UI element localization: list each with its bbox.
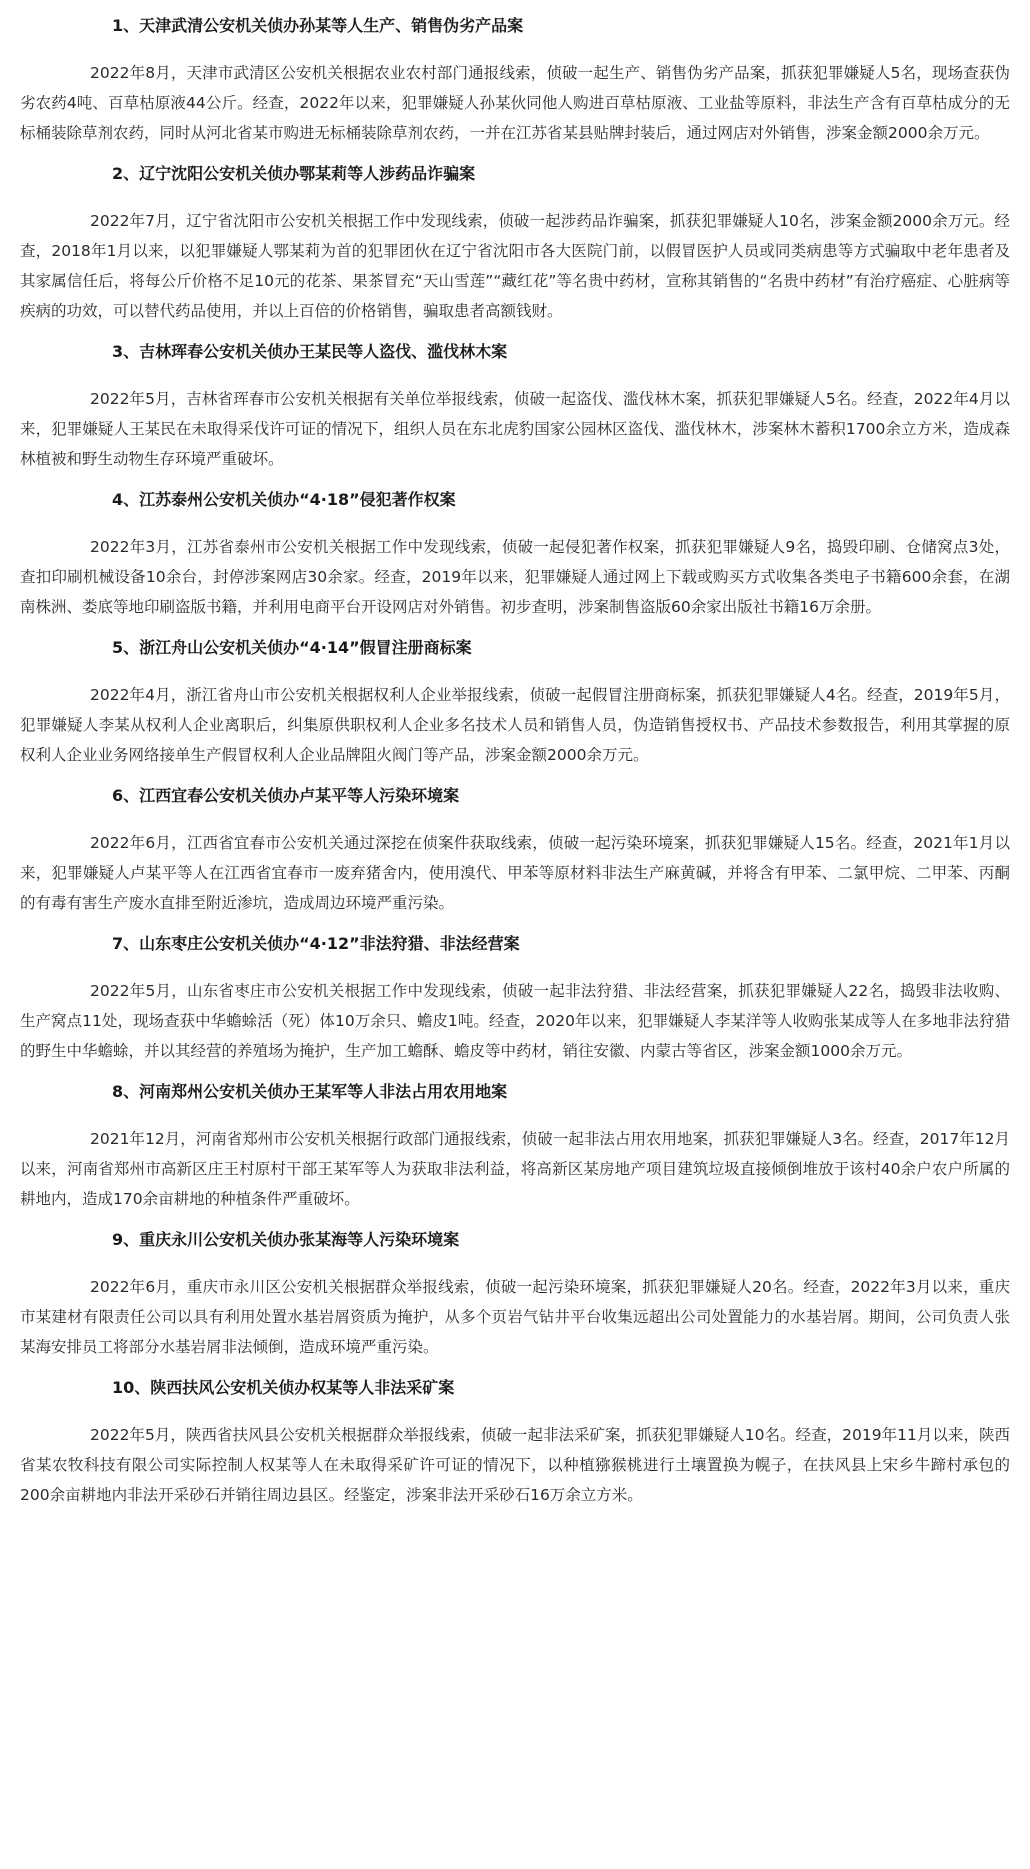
case-body: 2022年8月，天津市武清区公安机关根据农业农村部门通报线索，侦破一起生产、销售伪劣产品案，抓获犯罪嫌疑人5名，现场查获伪劣农药4吨、百草枯原液44公斤。经查，2022年以来，犯罪嫌疑人孙某伙同他人购进百草枯原液、工业盐等原料，非法生产含有百草枯成分的无标桶装除草剂农药，同时从河北省某市购进无标桶装除草剂农药，一并在江苏省某县贴牌封装后，通过网店对外销售，涉案金额2000余万元。 (20, 64, 1010, 142)
case-body: 2022年5月，山东省枣庄市公安机关根据工作中发现线索，侦破一起非法狩猎、非法经营案，抓获犯罪嫌疑人22名，捣毁非法收购、生产窝点11处，现场查获中华蟾蜍活（死）体10万余只、蟾皮1吨。经查，2020年以来，犯罪嫌疑人李某洋等人收购张某成等人在多地非法狩猎的野生中华蟾蜍，并以其经营的养殖场为掩护，生产加工蟾酥、蟾皮等中药材，销往安徽、内蒙古等省区，涉案金额1000余万元。 (20, 982, 1010, 1060)
case-title: 5、浙江舟山公安机关侦办“4·14”假冒注册商标案 (112, 638, 472, 657)
case-1 (20, 14, 1010, 148)
case-title: 3、吉林珲春公安机关侦办王某民等人盗伐、滥伐林木案 (112, 342, 508, 361)
case-8 (20, 1080, 1010, 1214)
case-5 (20, 636, 1010, 770)
case-10 (20, 1376, 1010, 1510)
case-body: 2022年6月，江西省宜春市公安机关通过深挖在侦案件获取线索，侦破一起污染环境案，抓获犯罪嫌疑人15名。经查，2021年1月以来，犯罪嫌疑人卢某平等人在江西省宜春市一废弃猪舍内，使用溴代、甲苯等原材料非法生产麻黄碱，并将含有甲苯、二氯甲烷、二甲苯、丙酮的有毒有害生产废水直排至附近渗坑，造成周边环境严重污染。 (20, 834, 1010, 912)
case-body: 2022年6月，重庆市永川区公安机关根据群众举报线索，侦破一起污染环境案，抓获犯罪嫌疑人20名。经查，2022年3月以来，重庆市某建材有限责任公司以具有利用处置水基岩屑资质为掩护，从多个页岩气钻井平台收集远超出公司处置能力的水基岩屑。期间，公司负责人张某海安排员工将部分水基岩屑非法倾倒，造成环境严重污染。 (20, 1278, 1010, 1356)
case-9 (20, 1228, 1010, 1362)
case-title: 10、陕西扶风公安机关侦办权某等人非法采矿案 (112, 1378, 455, 1397)
case-body: 2022年5月，陕西省扶风县公安机关根据群众举报线索，侦破一起非法采矿案，抓获犯罪嫌疑人10名。经查，2019年11月以来，陕西省某农牧科技有限公司实际控制人权某等人在未取得采矿许可证的情况下，以种植猕猴桃进行土壤置换为幌子，在扶风县上宋乡牛蹄村承包的200余亩耕地内非法开采砂石并销往周边县区。经鉴定，涉案非法开采砂石16万余立方米。 (20, 1426, 1010, 1504)
case-body: 2022年3月，江苏省泰州市公安机关根据工作中发现线索，侦破一起侵犯著作权案，抓获犯罪嫌疑人9名，捣毁印刷、仓储窝点3处，查扣印刷机械设备10余台，封停涉案网店30余家。经查，2019年以来，犯罪嫌疑人通过网上下载或购买方式收集各类电子书籍600余套，在湖南株洲、娄底等地印刷盗版书籍，并利用电商平台开设网店对外销售。初步查明，涉案制售盗版60余家出版社书籍16万余册。 (20, 538, 1010, 616)
case-title: 1、天津武清公安机关侦办孙某等人生产、销售伪劣产品案 (112, 16, 524, 35)
case-body: 2022年4月，浙江省舟山市公安机关根据权利人企业举报线索，侦破一起假冒注册商标案，抓获犯罪嫌疑人4名。经查，2019年5月，犯罪嫌疑人李某从权利人企业离职后，纠集原供职权利人企业多名技术人员和销售人员，伪造销售授权书、产品技术参数报告，利用其掌握的原权利人企业业务网络接单生产假冒权利人企业品牌阻火阀门等产品，涉案金额2000余万元。 (20, 686, 1010, 764)
case-title: 2、辽宁沈阳公安机关侦办鄂某莉等人涉药品诈骗案 (112, 164, 476, 183)
case-7 (20, 932, 1010, 1066)
case-body: 2022年7月，辽宁省沈阳市公安机关根据工作中发现线索，侦破一起涉药品诈骗案，抓获犯罪嫌疑人10名，涉案金额2000余万元。经查，2018年1月以来，以犯罪嫌疑人鄂某莉为首的犯罪团伙在辽宁省沈阳市各大医院门前，以假冒医护人员或同类病患等方式骗取中老年患者及其家属信任后，将每公斤价格不足10元的花茶、果茶冒充“天山雪莲”“藏红花”等名贵中药材，宣称其销售的“名贵中药材”有治疗癌症、心脏病等疾病的功效，可以替代药品使用，并以上百倍的价格销售，骗取患者高额钱财。 (20, 212, 1010, 320)
case-title: 8、河南郑州公安机关侦办王某军等人非法占用农用地案 (112, 1082, 508, 1101)
case-6 (20, 784, 1010, 918)
case-body: 2022年5月，吉林省珲春市公安机关根据有关单位举报线索，侦破一起盗伐、滥伐林木案，抓获犯罪嫌疑人5名。经查，2022年4月以来，犯罪嫌疑人王某民在未取得采伐许可证的情况下，组织人员在东北虎豹国家公园林区盗伐、滥伐林木，涉案林木蓄积1700余立方米，造成森林植被和野生动物生存环境严重破坏。 (20, 390, 1010, 468)
case-4 (20, 488, 1010, 622)
case-title: 6、江西宜春公安机关侦办卢某平等人污染环境案 (112, 786, 460, 805)
case-title: 9、重庆永川公安机关侦办张某海等人污染环境案 (112, 1230, 460, 1249)
case-body: 2021年12月，河南省郑州市公安机关根据行政部门通报线索，侦破一起非法占用农用地案，抓获犯罪嫌疑人3名。经查，2017年12月以来，河南省郑州市高新区庄王村原村干部王某军等人为获取非法利益，将高新区某房地产项目建筑垃圾直接倾倒堆放于该村40余户农户所属的耕地内，造成170余亩耕地的种植条件严重破坏。 (20, 1130, 1010, 1208)
case-2 (20, 162, 1010, 326)
case-3 (20, 340, 1010, 474)
case-title: 4、江苏泰州公安机关侦办“4·18”侵犯著作权案 (112, 490, 456, 509)
case-title: 7、山东枣庄公安机关侦办“4·12”非法狩猎、非法经营案 (112, 934, 520, 953)
